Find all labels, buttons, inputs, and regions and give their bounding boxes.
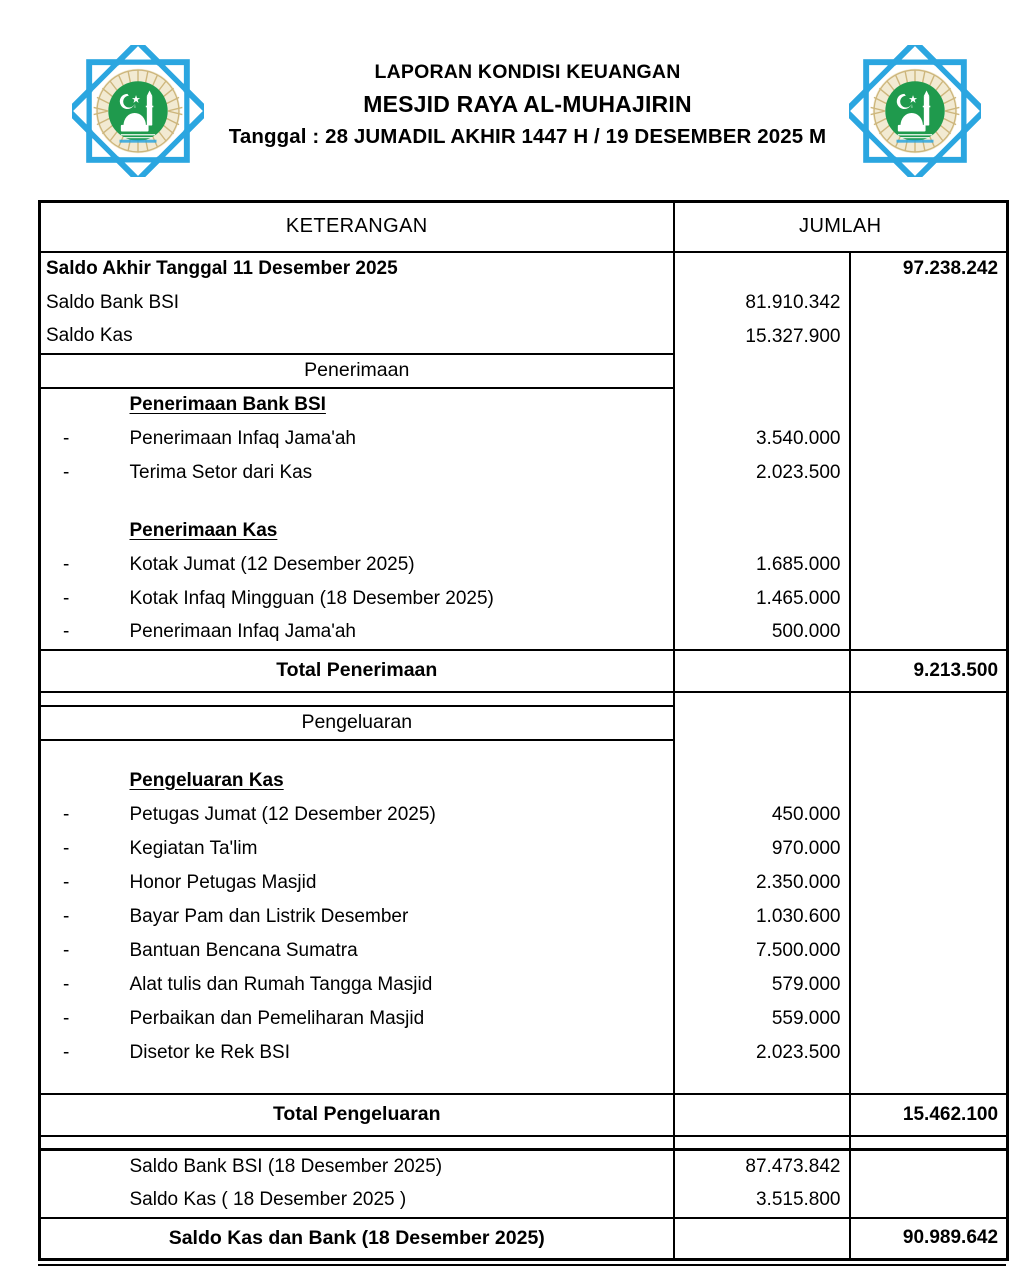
table-row — [40, 456, 1008, 490]
spacer-cell — [40, 740, 68, 764]
item-amount: 7.500.000 — [674, 934, 850, 968]
subsection-title: Penerimaan Bank BSI — [129, 394, 326, 415]
item-label: Alat tulis dan Rumah Tangga Masjid — [129, 973, 433, 995]
spacer-cell — [674, 1070, 850, 1094]
right-empty — [850, 934, 1008, 968]
item-label: Honor Petugas Masjid — [129, 871, 317, 893]
right-empty — [850, 1036, 1008, 1070]
table-row — [40, 900, 1008, 934]
spacer-cell — [40, 692, 674, 706]
mosque-logo-left — [72, 45, 204, 177]
item-amount: 579.000 — [674, 968, 850, 1002]
dash-cell-empty — [40, 764, 68, 798]
mosque-logo-right — [849, 45, 981, 177]
table-row — [40, 866, 1008, 900]
spacer-cell — [850, 1070, 1008, 1094]
table-row — [40, 388, 1008, 422]
item-label: Penerimaan Infaq Jama'ah — [129, 427, 356, 449]
bullet-dash: - — [40, 798, 68, 832]
total-penerimaan-amount: 9.213.500 — [850, 650, 1008, 692]
right-empty — [850, 548, 1008, 582]
table-row — [40, 1184, 1008, 1218]
mid-empty — [674, 388, 850, 422]
item-amount: 1.685.000 — [674, 548, 850, 582]
table-row — [40, 1036, 1008, 1070]
section-header-penerimaan-row — [40, 354, 1008, 388]
right-empty — [850, 1184, 1008, 1218]
item-amount: 450.000 — [674, 798, 850, 832]
report-title-line1: LAPORAN KONDISI KEUANGAN — [374, 61, 681, 83]
spacer-cell — [68, 490, 674, 514]
opening-line-right-empty — [850, 286, 1008, 320]
right-empty — [850, 1150, 1008, 1184]
table-row — [40, 1002, 1008, 1036]
subsection-title: Penerimaan Kas — [129, 519, 278, 541]
section-header-pengeluaran-row — [40, 706, 1008, 740]
report-title-line2: MESJID RAYA AL-MUHAJIRIN — [363, 91, 692, 117]
right-empty — [850, 798, 1008, 832]
spacer-cell — [674, 1136, 850, 1150]
table-row — [40, 422, 1008, 456]
dash-cell-empty — [40, 1184, 68, 1218]
item-amount: 500.000 — [674, 616, 850, 650]
total-pengeluaran-row — [40, 1094, 1008, 1136]
spacer-cell — [40, 1070, 674, 1094]
item-label: Petugas Jumat (12 Desember 2025) — [129, 803, 436, 825]
spacer-cell — [40, 1136, 674, 1150]
item-amount: 2.023.500 — [674, 1036, 850, 1070]
item-label: Bayar Pam dan Listrik Desember — [129, 905, 409, 927]
item-amount: 1.030.600 — [674, 900, 850, 934]
section-right-empty — [850, 706, 1008, 740]
dash-cell-empty — [40, 388, 68, 422]
financial-report-table — [38, 200, 1009, 1261]
grand-total-row — [40, 1218, 1008, 1260]
bullet-dash: - — [40, 1002, 68, 1036]
item-label: Terima Setor dari Kas — [129, 461, 313, 483]
title-block — [215, 58, 840, 153]
table-row — [40, 764, 1008, 798]
column-header-keterangan: KETERANGAN — [40, 202, 674, 252]
spacer-cell — [674, 692, 850, 706]
item-amount: 970.000 — [674, 832, 850, 866]
bullet-dash: - — [40, 616, 68, 650]
table-row — [40, 1150, 1008, 1184]
total-penerimaan-label: Total Penerimaan — [40, 650, 674, 692]
table-row — [40, 582, 1008, 616]
bullet-dash: - — [40, 456, 68, 490]
mid-empty — [674, 1218, 850, 1260]
closing-line-label: Saldo Kas ( 18 Desember 2025 ) — [68, 1184, 674, 1218]
item-label: Kotak Jumat (12 Desember 2025) — [129, 553, 415, 575]
opening-line-label: Saldo Bank BSI — [40, 286, 674, 320]
spacer-cell — [40, 490, 68, 514]
spacer-row — [40, 740, 1008, 764]
opening-balance-title: Saldo Akhir Tanggal 11 Desember 2025 — [40, 252, 674, 286]
section-header-penerimaan: Penerimaan — [40, 354, 674, 388]
bullet-dash: - — [40, 866, 68, 900]
spacer-cell — [850, 692, 1008, 706]
document-header — [0, 0, 1035, 182]
column-header-jumlah: JUMLAH — [674, 202, 1008, 252]
table-row — [40, 514, 1008, 548]
item-label: Bantuan Bencana Sumatra — [129, 939, 358, 961]
item-label: Perbaikan dan Pemeliharan Masjid — [129, 1007, 425, 1029]
right-empty — [850, 1002, 1008, 1036]
mid-empty — [674, 650, 850, 692]
bullet-dash: - — [40, 422, 68, 456]
bullet-dash: - — [40, 968, 68, 1002]
opening-line-amount: 81.910.342 — [674, 286, 850, 320]
right-empty — [850, 514, 1008, 548]
spacer-cell — [850, 740, 1008, 764]
spacer-row — [40, 1070, 1008, 1094]
item-label: Kotak Infaq Mingguan (18 Desember 2025) — [129, 587, 494, 609]
opening-line-amount: 15.327.900 — [674, 320, 850, 354]
mid-empty — [674, 514, 850, 548]
right-empty — [850, 422, 1008, 456]
spacer-cell — [674, 740, 850, 764]
opening-balance-mid-empty — [674, 252, 850, 286]
item-amount: 1.465.000 — [674, 582, 850, 616]
spacer-cell — [674, 490, 850, 514]
section-header-pengeluaran: Pengeluaran — [40, 706, 674, 740]
right-empty — [850, 388, 1008, 422]
section-right-empty — [850, 354, 1008, 388]
item-label: Penerimaan Infaq Jama'ah — [68, 616, 674, 650]
item-label: Kegiatan Ta'lim — [129, 837, 258, 859]
bullet-dash: - — [40, 832, 68, 866]
item-amount: 2.350.000 — [674, 866, 850, 900]
grand-total-amount: 90.989.642 — [850, 1218, 1008, 1260]
bullet-dash: - — [40, 900, 68, 934]
item-amount: 2.023.500 — [674, 456, 850, 490]
right-empty — [850, 456, 1008, 490]
right-empty — [850, 968, 1008, 1002]
opening-balance-total: 97.238.242 — [850, 252, 1008, 286]
subsection-title: Pengeluaran Kas — [129, 769, 284, 791]
total-pengeluaran-amount: 15.462.100 — [850, 1094, 1008, 1136]
bullet-dash: - — [40, 548, 68, 582]
right-empty — [850, 832, 1008, 866]
right-empty — [850, 764, 1008, 798]
bullet-dash: - — [40, 1036, 68, 1070]
spacer-row — [40, 692, 1008, 706]
table-row — [40, 616, 1008, 650]
bullet-dash: - — [40, 934, 68, 968]
opening-line-right-empty — [850, 320, 1008, 354]
grand-total-label: Saldo Kas dan Bank (18 Desember 2025) — [40, 1218, 674, 1260]
item-amount: 3.540.000 — [674, 422, 850, 456]
right-empty — [850, 582, 1008, 616]
spacer-row — [40, 490, 1008, 514]
table-row — [40, 798, 1008, 832]
mid-empty — [674, 764, 850, 798]
table-row — [40, 832, 1008, 866]
opening-line-label: Saldo Kas — [40, 320, 674, 354]
section-mid-empty — [674, 354, 850, 388]
table-row — [40, 286, 1008, 320]
report-date-line: Tanggal : 28 JUMADIL AKHIR 1447 H / 19 DESEMBER 2025 M — [228, 125, 827, 148]
total-penerimaan-row — [40, 650, 1008, 692]
closing-line-label: Saldo Bank BSI (18 Desember 2025) — [129, 1156, 443, 1178]
item-amount: 559.000 — [674, 1002, 850, 1036]
mid-empty — [674, 1094, 850, 1136]
spacer-cell — [850, 1136, 1008, 1150]
total-pengeluaran-label: Total Pengeluaran — [40, 1094, 674, 1136]
closing-line-amount: 3.515.800 — [674, 1184, 850, 1218]
mosque-logo-icon — [72, 45, 204, 177]
table-header-row — [40, 202, 1008, 252]
spacer-cell — [68, 740, 674, 764]
table-row — [40, 548, 1008, 582]
right-empty — [850, 616, 1008, 650]
spacer-cell — [850, 490, 1008, 514]
mosque-logo-icon — [849, 45, 981, 177]
right-empty — [850, 866, 1008, 900]
section-mid-empty — [674, 706, 850, 740]
right-empty — [850, 900, 1008, 934]
table-row — [40, 320, 1008, 354]
table-row — [40, 252, 1008, 286]
bullet-dash: - — [40, 582, 68, 616]
item-label: Disetor ke Rek BSI — [129, 1041, 290, 1063]
dash-cell-empty — [40, 1150, 68, 1184]
spacer-row — [40, 1136, 1008, 1150]
dash-cell-empty — [40, 514, 68, 548]
financial-report-table-container — [38, 200, 1006, 1266]
table-row — [40, 968, 1008, 1002]
closing-line-amount: 87.473.842 — [674, 1150, 850, 1184]
table-row — [40, 934, 1008, 968]
